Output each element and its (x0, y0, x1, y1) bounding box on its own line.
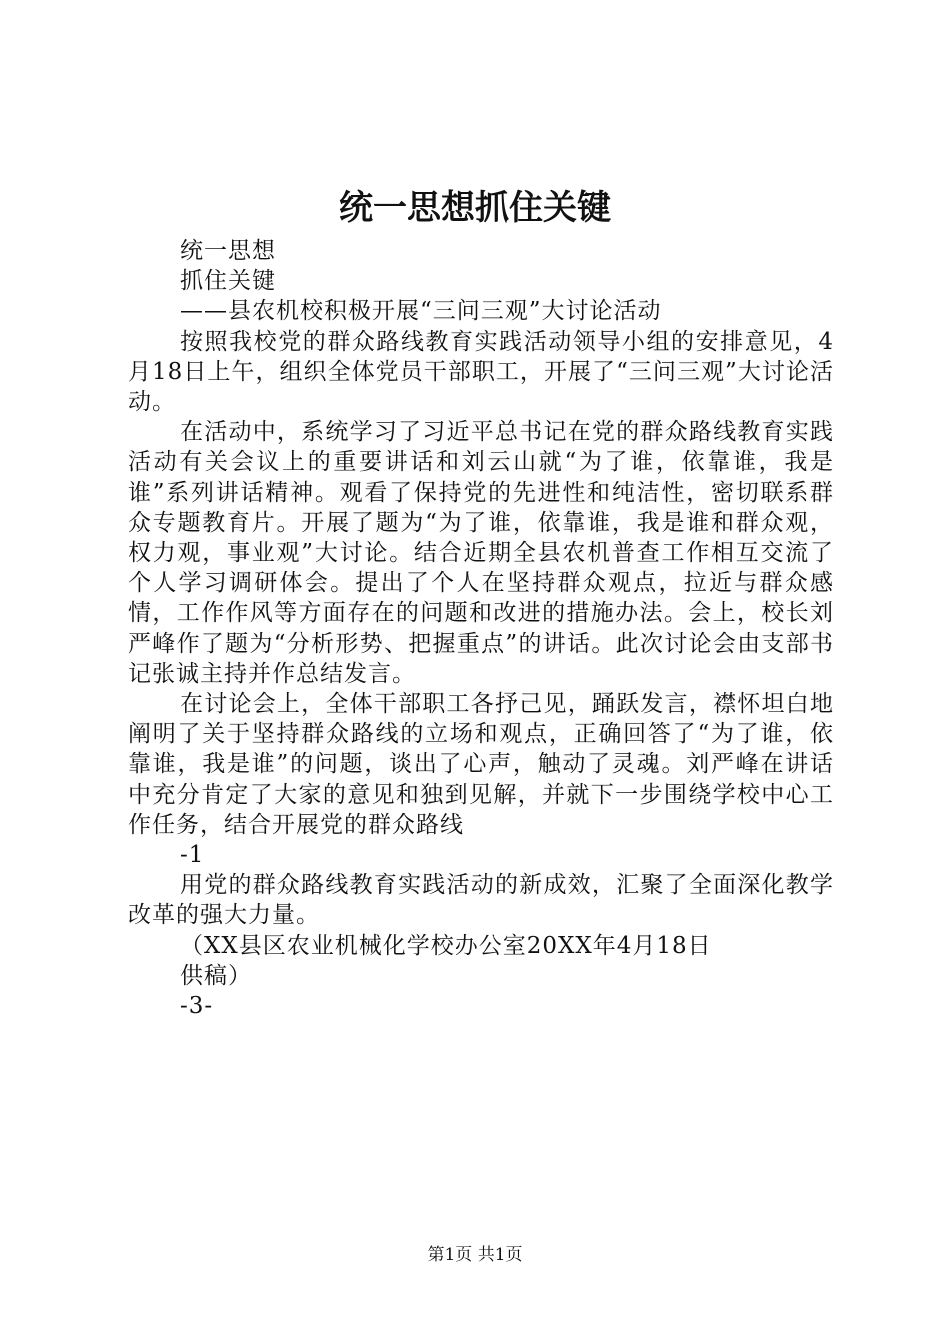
document-body (128, 236, 834, 1021)
subtitle-line: ——县农机校积极开展“三问三观”大讨论活动 (180, 298, 662, 325)
heading-line-1: 统一思想 (180, 238, 276, 264)
page-footer: 第1页 共1页 (427, 1245, 523, 1265)
paragraph-1: 按照我校党的群众路线教育实践活动领导小组的安排意见，4月18日上午，组织全体党员干部职工，开展了“三问三观”大讨论活动。 (128, 328, 834, 416)
heading-line-2: 抓住关键 (180, 268, 276, 295)
page-marker-2: -3- (180, 993, 214, 1020)
source-line-1: （XX县区农业机械化学校办公室20XX年4月18日 (180, 932, 712, 959)
paragraph-2: 在活动中，系统学习了习近平总书记在党的群众路线教育实践活动有关会议上的重要讲话和刘云山就“为了谁，依靠谁，我是谁”系列讲话精神。观看了保持党的先进性和纯洁性，密切联系群众专题教育片。开展了题为“为了谁，依靠谁，我是谁和群众观，权力观，事业观”大讨论。结合近期全县农机普查工作相互交流了个人学习调研体会。提出了个人在坚持群众观点，拉近与群众感情，工作作风等方面存在的问题和改进的措施办法。会上，校长刘严峰作了题为“分析形势、把握重点”的讲话。此次讨论会由支部书记张诚主持并作总结发言。 (128, 419, 834, 687)
document-title: 统一思想抓住关键 (339, 188, 611, 228)
source-line-2: 供稿） (180, 962, 252, 989)
page-marker-1: -1 (180, 842, 205, 869)
paragraph-3: 在讨论会上，全体干部职工各抒己见，踊跃发言，襟怀坦白地阐明了关于坚持群众路线的立场和观点，正确回答了“为了谁，依靠谁，我是谁”的问题，谈出了心声，触动了灵魂。刘严峰在讲话中充分肯定了大家的意见和独到见解，并就下一步围绕学校中心工作任务，结合开展党的群众路线 (128, 691, 834, 838)
paragraph-4: 用党的群众路线教育实践活动的新成效，汇聚了全面深化教学改革的强大力量。 (128, 872, 834, 929)
